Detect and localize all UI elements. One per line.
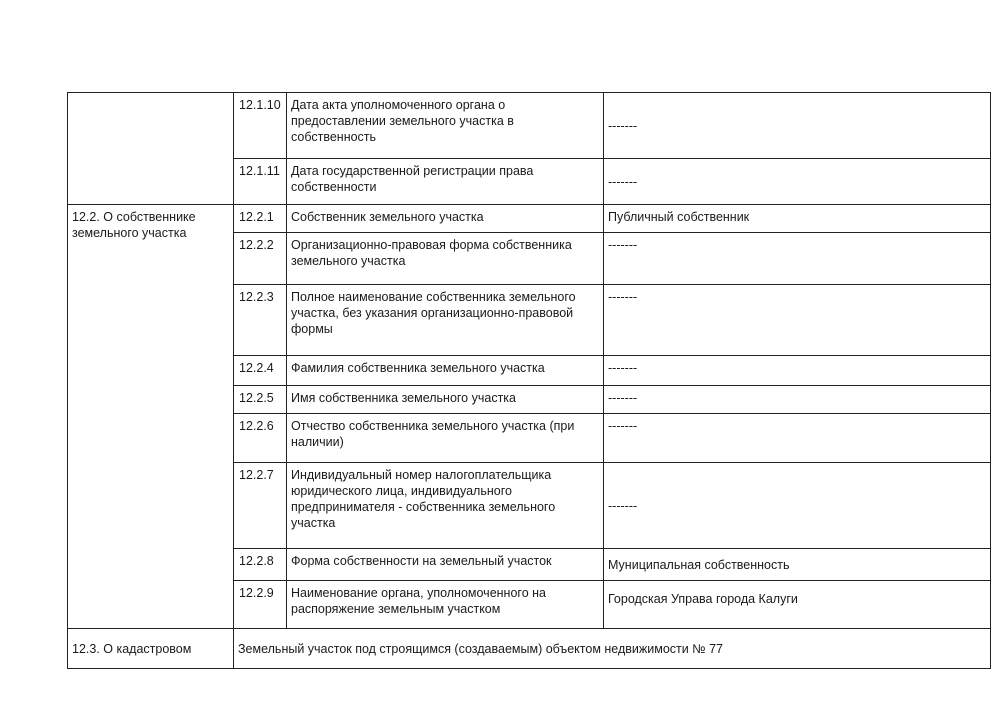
row-number: 12.2.4 — [234, 356, 287, 386]
section-cadastral-title: 12.3. О кадастровом — [68, 629, 234, 669]
row-label: Форма собственности на земельный участок — [287, 549, 604, 581]
row-value: Публичный собственник — [604, 205, 991, 233]
row-number: 12.2.2 — [234, 233, 287, 285]
row-number: 12.1.10 — [234, 93, 287, 159]
row-label: Наименование органа, уполномоченного на распоряжение земельным участком — [287, 581, 604, 629]
row-label: Индивидуальный номер налогоплательщика юридического лица, индивидуального предпринимателя - собственника земельного участка — [287, 463, 604, 549]
row-value: Муниципальная собственность — [604, 549, 991, 581]
table-row — [68, 629, 991, 669]
section-owner-title: 12.2. О собственнике земельного участка — [68, 205, 234, 629]
row-label: Дата государственной регистрации права собственности — [287, 159, 604, 205]
row-label: Имя собственника земельного участка — [287, 386, 604, 414]
row-number: 12.2.3 — [234, 285, 287, 356]
table-row — [68, 205, 991, 233]
cadastral-value: Земельный участок под строящимся (создаваемым) объектом недвижимости № 77 — [234, 629, 991, 669]
row-number: 12.2.5 — [234, 386, 287, 414]
row-label: Полное наименование собственника земельного участка, без указания организационно-правовой формы — [287, 285, 604, 356]
section-cell-empty — [68, 93, 234, 205]
row-value: ------- — [604, 233, 991, 285]
row-value: ------- — [604, 285, 991, 356]
row-number: 12.2.6 — [234, 414, 287, 463]
row-label: Организационно-правовая форма собственника земельного участка — [287, 233, 604, 285]
row-label: Отчество собственника земельного участка (при наличии) — [287, 414, 604, 463]
row-number: 12.1.11 — [234, 159, 287, 205]
land-plot-info-table — [67, 92, 991, 669]
row-value: ------- — [604, 356, 991, 386]
row-number: 12.2.7 — [234, 463, 287, 549]
row-value: ------- — [604, 386, 991, 414]
row-label: Фамилия собственника земельного участка — [287, 356, 604, 386]
row-number: 12.2.1 — [234, 205, 287, 233]
row-value: ------- — [604, 93, 991, 159]
row-value: ------- — [604, 159, 991, 205]
row-value: Городская Управа города Калуги — [604, 581, 991, 629]
row-value: ------- — [604, 414, 991, 463]
row-number: 12.2.9 — [234, 581, 287, 629]
row-label: Собственник земельного участка — [287, 205, 604, 233]
row-value: ------- — [604, 463, 991, 549]
row-number: 12.2.8 — [234, 549, 287, 581]
table-row — [68, 93, 991, 159]
row-label: Дата акта уполномоченного органа о предоставлении земельного участка в собственность — [287, 93, 604, 159]
